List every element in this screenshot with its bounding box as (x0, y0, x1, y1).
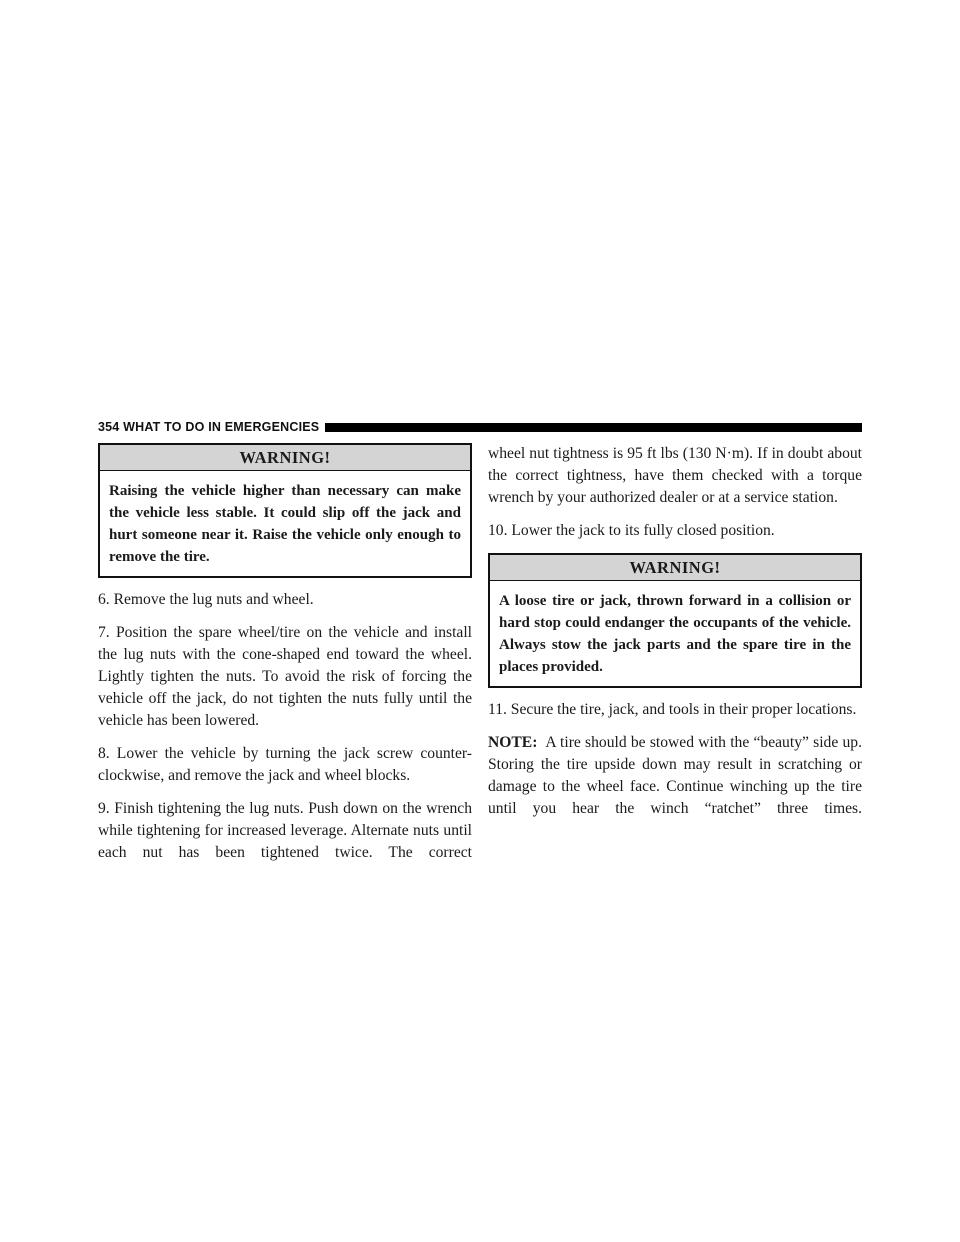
note-label: NOTE: (488, 734, 538, 751)
step-11: 11. Secure the tire, jack, and tools in their proper locations. (488, 701, 857, 718)
step-7: 7. Position the spare wheel/tire on the vehicle and install the lug nuts with the cone-shaped end toward the wheel. Lightly tighten the nuts. To avoid the risk of forcing the vehicle off the jack, do not tighten the nuts fully until the vehicle has been lowered. (98, 624, 472, 729)
step-6: 6. Remove the lug nuts and wheel. (98, 591, 314, 608)
warning-box-raising-vehicle (98, 443, 472, 578)
note-text: A tire should be stowed with the “beauty” side up. Storing the tire upside down may result in scratching or damage to the wheel face. Continue winching up the tire until you hear the winch “ratchet” three times. (488, 734, 862, 817)
page-header (98, 419, 862, 435)
note-paragraph (488, 732, 862, 820)
left-column (98, 443, 472, 875)
step-9: 9. Finish tightening the lug nuts. Push down on the wrench while tightening for increased leverage. Alternate nuts until each nut has been tightened twice. The correct (98, 800, 472, 861)
right-column (488, 443, 862, 831)
warning-text: A loose tire or jack, thrown forward in a collision or hard stop could endanger the occupants of the vehicle. Always stow the jack parts and the spare tire in the places provided. (499, 593, 851, 675)
warning-box-loose-tire (488, 553, 862, 688)
step-10: 10. Lower the jack to its fully closed position. (488, 522, 775, 539)
warning-text: Raising the vehicle higher than necessary can make the vehicle less stable. It could slip off the jack and hurt someone near it. Raise the vehicle only enough to remove the tire. (109, 483, 461, 565)
step-8: 8. Lower the vehicle by turning the jack screw counter-clockwise, and remove the jack and wheel blocks. (98, 745, 472, 784)
warning-title: WARNING! (490, 555, 860, 581)
header-rule (325, 423, 862, 432)
warning-title: WARNING! (100, 445, 470, 471)
page-number-section-title: 354 WHAT TO DO IN EMERGENCIES (98, 420, 320, 434)
step-9-continued: wheel nut tightness is 95 ft lbs (130 N·m). If in doubt about the correct tightness, have them checked with a torque wrench by your authorized dealer or at a service station. (488, 445, 862, 506)
